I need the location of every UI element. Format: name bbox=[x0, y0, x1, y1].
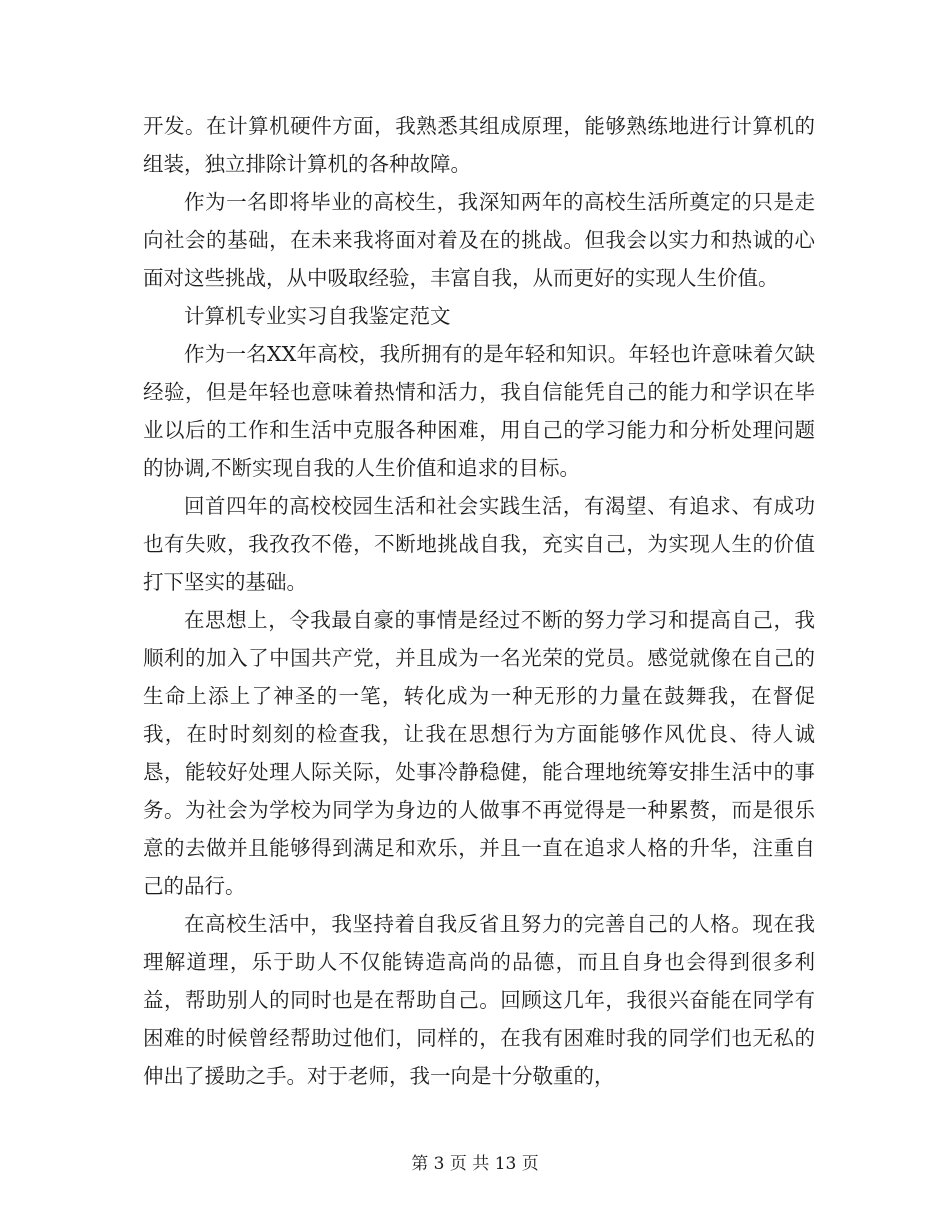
section-heading: 计算机专业实习自我鉴定范文 bbox=[184, 304, 451, 328]
paragraph-ideology: 在思想上，令我最自豪的事情是经过不断的努力学习和提高自己，我顺利的加入了中国共产党，并且成为一名光荣的党员。感觉就像在自己的生命上添上了神圣的一笔，转化成为一种无形的力量在鼓舞我，在督促我，在时时刻刻的检查我，让我在思想行为方面能够作风优良、待人诚恳，能较好处理人际关际，处事冷静稳健，能合理地统筹安排生活中的事务。为社会为学校为同学为身边的人做事不再觉得是一种累赘，而是很乐意的去做并且能够得到满足和欢乐，并且一直在追求人格的升华，注重自己的品行。 bbox=[143, 608, 815, 898]
page-number: 第 3 页 共 13 页 bbox=[411, 1154, 539, 1174]
paragraph-campus-review: 回首四年的高校校园生活和社会实践生活，有渴望、有追求、有成功也有失败，我孜孜不倦，不断地挑战自我，充实自己，为实现人生的价值打下坚实的基础。 bbox=[143, 494, 815, 594]
paragraph-continued: 开发。在计算机硬件方面，我熟悉其组成原理，能够熟练地进行计算机的组装，独立排除计算机的各种故障。 bbox=[143, 114, 815, 176]
paragraph-college-life: 在高校生活中，我坚持着自我反省且努力的完善自己的人格。现在我理解道理，乐于助人不仅能铸造高尚的品德，而且自身也会得到很多利益，帮助别人的同时也是在帮助自己。回顾这几年，我很兴奋能在同学有困难的时候曾经帮助过他们，同样的，在我有困难时我的同学们也无私的伸出了援助之手。对于老师，我一向是十分敬重的， bbox=[143, 912, 815, 1088]
paragraph-graduation-challenges: 作为一名即将毕业的高校生，我深知两年的高校生活所奠定的只是走向社会的基础，在未来我将面对着及在的挑战。但我会以实力和热诚的心面对这些挑战，从中吸取经验，丰富自我，从而更好的实现人生价值。 bbox=[143, 190, 815, 290]
paragraph-youth-knowledge: 作为一名XX年高校，我所拥有的是年轻和知识。年轻也许意味着欠缺经验，但是年轻也意味着热情和活力，我自信能凭自己的能力和学识在毕业以后的工作和生活中克服各种困难，用自己的学习能力和分析处理问题的协调,不断实现自我的人生价值和追求的目标。 bbox=[143, 342, 815, 480]
document-body bbox=[143, 107, 815, 1095]
